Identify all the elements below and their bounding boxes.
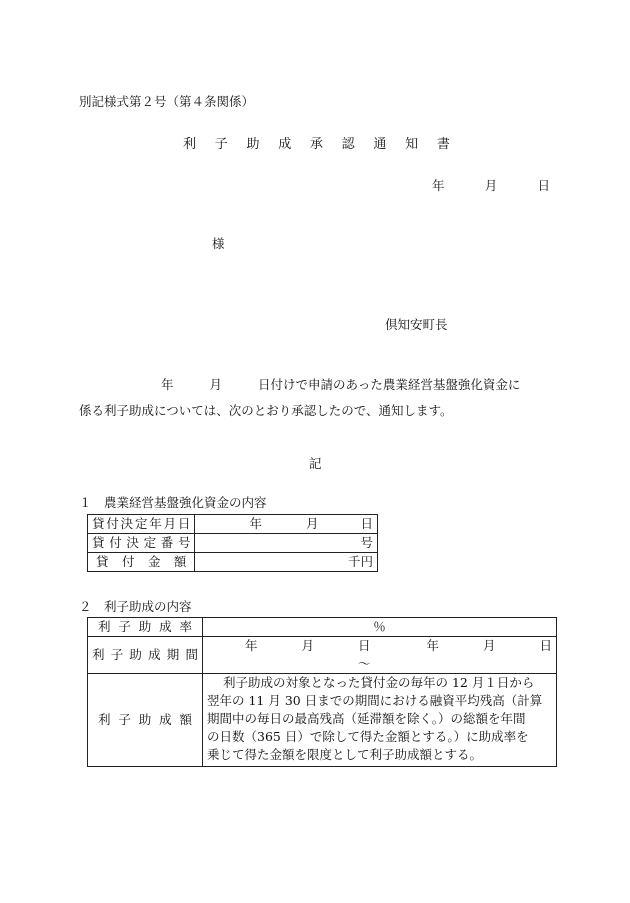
label-char: 付 bbox=[121, 554, 135, 569]
loan-date-month: 月 bbox=[305, 516, 319, 531]
section1-heading: １ 農業経営基盤強化資金の内容 bbox=[79, 495, 267, 510]
section2-heading: ２ 利子助成の内容 bbox=[79, 599, 192, 614]
label-char: 金 bbox=[147, 554, 161, 569]
value-loan-number: 号 bbox=[195, 534, 378, 553]
label-char: 番 bbox=[160, 535, 174, 550]
label-char: 貸 bbox=[96, 554, 109, 569]
label-char: 定 bbox=[134, 516, 148, 531]
title-char: 子 bbox=[214, 137, 228, 152]
period-start-month: 月 bbox=[301, 638, 315, 653]
value-loan-date bbox=[195, 515, 378, 534]
body-line1-rest: 日付けで申請のあった農業経営基盤強化資金に bbox=[258, 377, 521, 392]
label-char: 間 bbox=[185, 647, 198, 662]
label-char: 決 bbox=[120, 516, 134, 531]
label-char: 月 bbox=[163, 516, 177, 531]
value-loan-amount: 千円 bbox=[195, 553, 378, 572]
title-char: 知 bbox=[405, 137, 419, 152]
date-day: 日 bbox=[537, 178, 550, 193]
label-char: 成 bbox=[159, 619, 172, 634]
form-reference: 別記様式第２号（第４条関係） bbox=[79, 94, 255, 109]
value-subsidy-amount bbox=[203, 674, 557, 767]
label-char: 成 bbox=[159, 712, 172, 727]
label-subsidy-amount bbox=[88, 674, 203, 767]
label-char: 子 bbox=[118, 712, 131, 727]
table-row bbox=[88, 534, 378, 553]
loan-date-year: 年 bbox=[249, 516, 262, 531]
table-row bbox=[88, 674, 557, 767]
document-title bbox=[183, 138, 450, 151]
title-char: 利 bbox=[183, 137, 197, 152]
period-end-day: 日 bbox=[539, 638, 552, 653]
label-char: 貸 bbox=[92, 535, 105, 550]
date-month: 月 bbox=[484, 178, 498, 193]
label-char: 付 bbox=[106, 516, 119, 531]
label-char: 助 bbox=[129, 647, 142, 662]
period-start-day: 日～ bbox=[358, 638, 371, 671]
value-subsidy-period bbox=[203, 637, 557, 674]
period-end-month: 月 bbox=[482, 638, 496, 653]
date-year: 年 bbox=[432, 178, 445, 193]
ki-mark: 記 bbox=[309, 456, 322, 471]
period-start-year: 年 bbox=[245, 638, 258, 653]
label-subsidy-period bbox=[88, 637, 203, 674]
table-row bbox=[88, 515, 378, 534]
label-char: 額 bbox=[173, 554, 187, 569]
period-end-year: 年 bbox=[426, 638, 439, 653]
body-line2: 係る利子助成については、次のとおり承認したので、通知します。 bbox=[79, 403, 453, 418]
label-char: 額 bbox=[179, 712, 192, 727]
label-char: 助 bbox=[138, 619, 152, 634]
amount-line: 利子助成の対象となった貸付金の毎年の 12 月１日から bbox=[223, 675, 535, 690]
label-char: 子 bbox=[118, 619, 131, 634]
amount-line: 乗じて得た金額を限度として利子助成額とする。 bbox=[207, 747, 483, 762]
value-subsidy-rate: ％ bbox=[203, 618, 557, 637]
label-char: 付 bbox=[109, 535, 122, 550]
title-char: 書 bbox=[436, 137, 450, 152]
title-char: 成 bbox=[278, 137, 292, 152]
body-year: 年 bbox=[161, 377, 174, 392]
table-row bbox=[88, 553, 378, 572]
label-char: 定 bbox=[143, 535, 157, 550]
amount-line: 期間中の毎日の最高残高（延滞額を除く。）の総額を年間 bbox=[207, 711, 526, 726]
label-loan-number bbox=[88, 534, 195, 553]
subsidy-info-table bbox=[87, 617, 557, 767]
issuer-name: 倶知安町長 bbox=[385, 317, 448, 332]
label-char: 期 bbox=[166, 647, 180, 662]
body-paragraph bbox=[79, 372, 559, 424]
loan-date-day: 日 bbox=[360, 516, 373, 531]
label-loan-date bbox=[88, 515, 195, 534]
table-row bbox=[88, 618, 557, 637]
addressee-suffix: 様 bbox=[212, 236, 225, 251]
label-char: 日 bbox=[177, 516, 191, 531]
label-char: 成 bbox=[148, 647, 161, 662]
label-loan-amount bbox=[88, 553, 195, 572]
title-char: 通 bbox=[373, 137, 387, 152]
label-char: 利 bbox=[98, 712, 111, 727]
label-char: 年 bbox=[149, 516, 162, 531]
body-month: 月 bbox=[209, 377, 223, 392]
label-char: 子 bbox=[110, 647, 124, 662]
amount-line: の日数（365 日）で除して得た金額とする。）に助成率を bbox=[207, 729, 529, 744]
label-char: 貸 bbox=[92, 516, 105, 531]
label-char: 利 bbox=[98, 619, 111, 634]
label-char: 率 bbox=[179, 619, 192, 634]
title-char: 助 bbox=[246, 137, 260, 152]
title-char: 承 bbox=[309, 137, 323, 152]
loan-info-table bbox=[87, 514, 378, 572]
title-char: 認 bbox=[341, 137, 355, 152]
label-subsidy-rate bbox=[88, 618, 203, 637]
label-char: 助 bbox=[138, 712, 152, 727]
label-char: 利 bbox=[92, 647, 105, 662]
label-char: 決 bbox=[126, 535, 139, 550]
table-row bbox=[88, 637, 557, 674]
amount-line: 翌年の 11 月 30 日までの期間における融資平均残高（計算 bbox=[207, 693, 543, 708]
label-char: 号 bbox=[177, 535, 191, 550]
issue-date bbox=[432, 180, 550, 193]
